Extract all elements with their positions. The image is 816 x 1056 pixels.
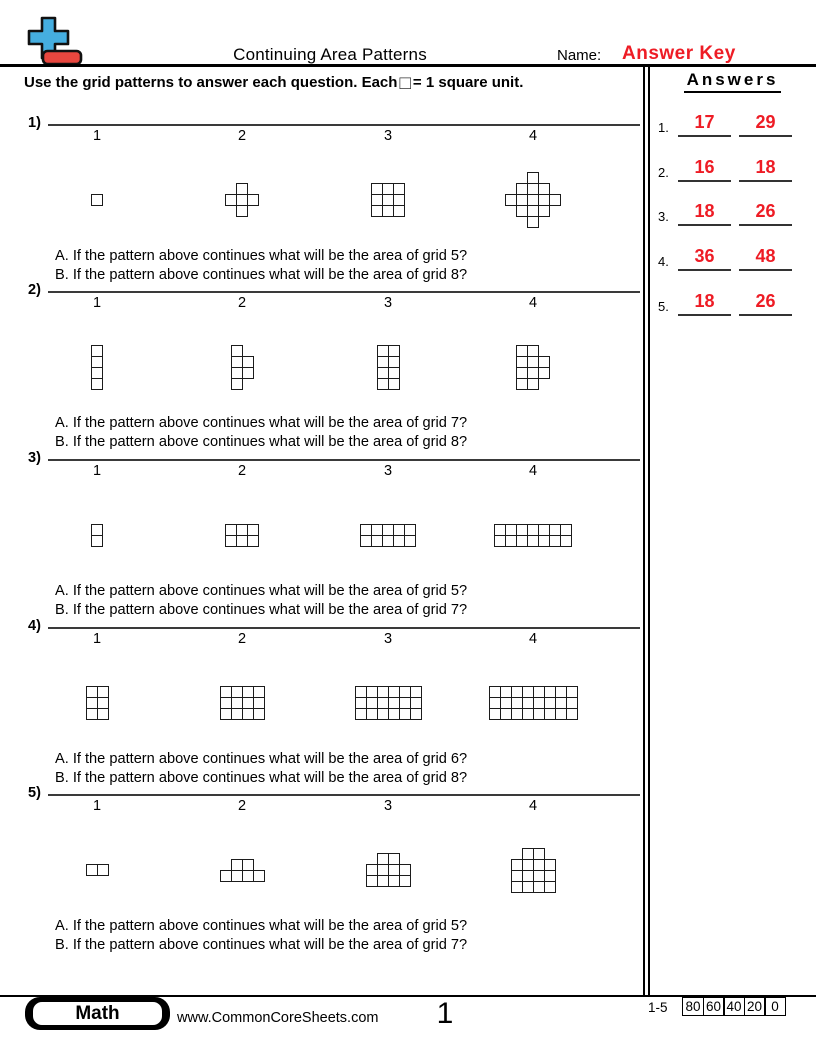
grid-square [247, 194, 259, 206]
grid-square [91, 535, 103, 547]
answer-value-b: 18 [739, 148, 792, 182]
grid-square [236, 205, 248, 217]
grid-slot-1 [32, 319, 162, 415]
grid-slot-2 [177, 655, 307, 751]
grid-pattern [220, 859, 265, 882]
grid-slot-2 [177, 152, 307, 248]
unit-square-icon: □ [399, 73, 411, 94]
grid-slot-3 [323, 319, 453, 415]
score-cell: 40 [723, 997, 745, 1016]
score-cell: 20 [744, 997, 766, 1016]
number-line [48, 124, 640, 126]
grid-slot-3 [323, 655, 453, 751]
answer-value-a: 17 [678, 103, 731, 137]
name-label: Name: [557, 47, 602, 64]
grid-square [527, 378, 539, 390]
answer-index: 5. [658, 299, 669, 314]
grid-square [527, 216, 539, 228]
problem-number: 4) [28, 618, 41, 634]
answer-value-b: 48 [739, 237, 792, 271]
answers-panel [651, 70, 814, 314]
subject-badge [25, 997, 170, 1030]
grid-index-label: 1 [92, 128, 102, 144]
number-line [48, 459, 640, 461]
grid-index-label: 4 [528, 631, 538, 647]
grid-square [410, 708, 422, 720]
grid-index-label: 2 [237, 128, 247, 144]
grid-index-label: 1 [92, 463, 102, 479]
grid-index-label: 2 [237, 798, 247, 814]
grid-pattern [355, 686, 422, 720]
grid-slot-1 [32, 152, 162, 248]
answer-value-a: 18 [678, 192, 731, 226]
page-title: Continuing Area Patterns [233, 45, 427, 64]
instruction-prefix: Use the grid patterns to answer each question. Each [24, 74, 398, 91]
answer-index: 1. [658, 120, 669, 135]
answer-value-a: 18 [678, 282, 731, 316]
grid-square [247, 535, 259, 547]
grid-pattern [225, 524, 259, 547]
grid-square [97, 708, 109, 720]
grid-index-label: 4 [528, 128, 538, 144]
grid-pattern [360, 524, 416, 547]
number-line [48, 627, 640, 629]
grid-slot-4 [468, 487, 598, 583]
answer-row-1 [651, 107, 811, 137]
grid-square [560, 535, 572, 547]
answer-key-text: Answer Key [622, 43, 736, 64]
grid-pattern [91, 524, 103, 547]
problem-5 [0, 785, 646, 961]
question-a: A. If the pattern above continues what will be the area of grid 7? [55, 415, 468, 431]
grid-square [544, 881, 556, 893]
answer-value-b: 29 [739, 103, 792, 137]
problem-number: 2) [28, 282, 41, 298]
grid-square [231, 378, 243, 390]
question-a: A. If the pattern above continues what will be the area of grid 5? [55, 583, 468, 599]
answer-row-2 [651, 152, 811, 182]
grid-index-label: 3 [383, 631, 393, 647]
answer-index: 3. [658, 209, 669, 224]
grid-index-label: 3 [383, 295, 393, 311]
score-cell: 80 [682, 997, 704, 1016]
answers-heading: Answers [651, 70, 814, 93]
grid-index-label: 4 [528, 798, 538, 814]
answer-value-b: 26 [739, 282, 792, 316]
grid-pattern [494, 524, 572, 547]
grid-square [253, 870, 265, 882]
grid-slot-4 [468, 655, 598, 751]
grid-square [242, 367, 254, 379]
answer-index: 2. [658, 165, 669, 180]
grid-index-label: 4 [528, 463, 538, 479]
grid-slot-4 [468, 152, 598, 248]
subject-badge-label: Math [31, 1000, 164, 1027]
question-a: A. If the pattern above continues what will be the area of grid 6? [55, 751, 468, 767]
grid-pattern [231, 345, 254, 390]
question-b: B. If the pattern above continues what will be the area of grid 8? [55, 434, 468, 450]
grid-pattern [220, 686, 265, 720]
answer-row-3 [651, 196, 811, 226]
grid-pattern [489, 686, 578, 720]
website-url: www.CommonCoreSheets.com [177, 1010, 379, 1026]
grid-slot-3 [323, 487, 453, 583]
answer-value-b: 26 [739, 192, 792, 226]
score-range-label: 1-5 [648, 1000, 668, 1015]
grid-square [97, 864, 109, 876]
grid-slot-2 [177, 319, 307, 415]
number-line [48, 291, 640, 293]
grid-index-label: 3 [383, 463, 393, 479]
grid-index-label: 3 [383, 798, 393, 814]
problem-number: 1) [28, 115, 41, 131]
problem-number: 5) [28, 785, 41, 801]
grid-pattern [86, 686, 109, 720]
grid-pattern [91, 345, 103, 390]
header-divider [0, 64, 816, 67]
problem-4 [0, 618, 646, 794]
grid-slot-1 [32, 822, 162, 918]
grid-pattern [505, 172, 561, 228]
grid-square [538, 205, 550, 217]
question-a: A. If the pattern above continues what will be the area of grid 5? [55, 248, 468, 264]
problem-2 [0, 282, 646, 458]
grid-slot-2 [177, 487, 307, 583]
answer-row-5 [651, 286, 811, 316]
grid-pattern [225, 183, 259, 217]
question-b: B. If the pattern above continues what will be the area of grid 8? [55, 770, 468, 786]
score-cell: 60 [703, 997, 725, 1016]
grid-pattern [377, 345, 400, 390]
answer-value-a: 36 [678, 237, 731, 271]
answer-index: 4. [658, 254, 669, 269]
problem-1 [0, 115, 646, 291]
grid-slot-1 [32, 487, 162, 583]
grid-index-label: 3 [383, 128, 393, 144]
grid-square [538, 367, 550, 379]
problem-number: 3) [28, 450, 41, 466]
score-cell: 0 [764, 997, 786, 1016]
grid-slot-3 [323, 152, 453, 248]
grid-square [91, 194, 103, 206]
grid-pattern [366, 853, 411, 887]
grid-square [549, 194, 561, 206]
instruction-text [24, 73, 523, 95]
grid-pattern [371, 183, 405, 217]
grid-square [566, 708, 578, 720]
grid-pattern [86, 864, 109, 876]
grid-slot-1 [32, 655, 162, 751]
grid-square [399, 875, 411, 887]
grid-index-label: 1 [92, 295, 102, 311]
number-line [48, 794, 640, 796]
grid-index-label: 2 [237, 463, 247, 479]
score-table [682, 997, 786, 1016]
grid-pattern [91, 194, 103, 206]
grid-square [91, 378, 103, 390]
problem-3 [0, 450, 646, 626]
question-b: B. If the pattern above continues what will be the area of grid 7? [55, 937, 468, 953]
grid-pattern [516, 345, 550, 390]
grid-square [404, 535, 416, 547]
answer-value-a: 16 [678, 148, 731, 182]
question-a: A. If the pattern above continues what will be the area of grid 5? [55, 918, 468, 934]
grid-slot-4 [468, 319, 598, 415]
grid-square [388, 378, 400, 390]
grid-slot-2 [177, 822, 307, 918]
grid-pattern [511, 848, 556, 893]
grid-index-label: 2 [237, 631, 247, 647]
grid-index-label: 2 [237, 295, 247, 311]
question-b: B. If the pattern above continues what will be the area of grid 8? [55, 267, 468, 283]
instruction-suffix: = 1 square unit. [412, 74, 524, 91]
grid-square [253, 708, 265, 720]
commoncoresheets-logo-icon [26, 16, 84, 70]
grid-index-label: 1 [92, 798, 102, 814]
grid-square [393, 205, 405, 217]
page-number: 1 [436, 997, 454, 1030]
grid-slot-3 [323, 822, 453, 918]
grid-slot-4 [468, 822, 598, 918]
grid-index-label: 1 [92, 631, 102, 647]
answer-row-4 [651, 241, 811, 271]
grid-index-label: 4 [528, 295, 538, 311]
question-b: B. If the pattern above continues what will be the area of grid 7? [55, 602, 468, 618]
